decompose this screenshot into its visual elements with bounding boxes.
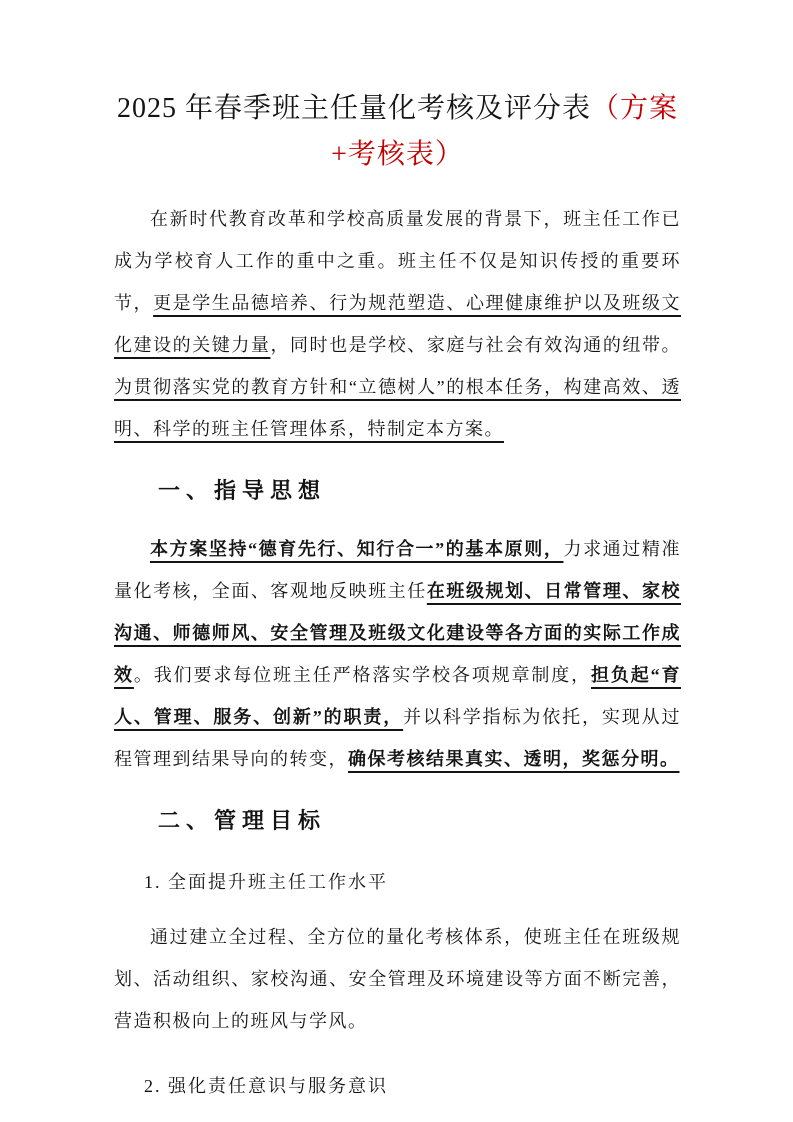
section-heading-1 — [114, 474, 681, 508]
section-heading-2 — [114, 804, 681, 838]
item-text: 2. 强化责任意识与服务意识 — [144, 1076, 388, 1096]
text-run: 在新时代教育改革和学校高质量发展的背景下，班主任工作已成为学校育人工作的重中之重。班主任不仅是知识传授的重要环节， — [114, 209, 681, 313]
objective-item-1 — [144, 868, 681, 896]
text-run: 并以科学指标为依托，实现从过程管理到结果导向的转变， — [114, 707, 681, 769]
heading-text: 一、指导思想 — [158, 478, 327, 503]
heading-text: 二、管理目标 — [158, 808, 327, 833]
bold-underlined-run: 在班级规划、日常管理、家校沟通、师德师风、安全管理及班级文化建设等各方面的实际工作成效 — [114, 581, 682, 685]
bold-underlined-run: 本方案坚持“德育先行、知行合一”的基本原则， — [150, 539, 564, 559]
objective-1-paragraph — [114, 916, 681, 1042]
intro-paragraph — [114, 198, 681, 450]
bold-underlined-run: 担负起“育人、管理、服务、创新”的职责， — [114, 665, 681, 727]
underlined-run: 更是学生品德培养、行为规范塑造、心理健康维护以及班级文化建设的关键力量 — [114, 293, 681, 355]
text-run: 。我们要求每位班主任严格落实学校各项规章制度， — [133, 665, 591, 685]
text-run: ，同时也是学校、家庭与社会有效沟通的纽带。 — [270, 335, 682, 355]
doc-title — [114, 86, 681, 178]
objective-item-2 — [144, 1072, 681, 1100]
underlined-run: 为贯彻落实党的教育方针和“立德树人”的根本任务，构建高效、透明、科学的班主任管理体系，特制定本方案。 — [114, 377, 681, 439]
item-text: 1. 全面提升班主任工作水平 — [144, 872, 388, 892]
guiding-ideology-paragraph — [114, 528, 681, 780]
title-main-text: 2025 年春季班主任量化考核及评分表 — [116, 93, 591, 124]
text-run: 力求通过精准量化考核，全面、客观地反映班主任 — [114, 539, 682, 601]
text-run: 通过建立全过程、全方位的量化考核体系，使班主任在班级规划、活动组织、家校沟通、安全管理及环境建设等方面不断完善，营造积极向上的班风与学风。 — [114, 927, 681, 1031]
bold-underlined-run: 确保考核结果真实、透明，奖惩分明。 — [348, 749, 680, 769]
title-red-suffix: （方案+考核表） — [331, 93, 679, 170]
